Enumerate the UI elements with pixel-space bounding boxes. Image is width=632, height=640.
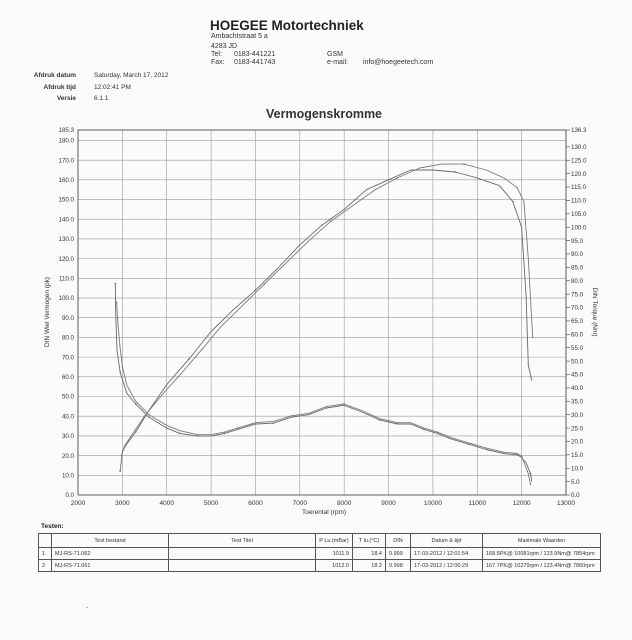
curve-point xyxy=(379,419,381,421)
col-pressure: P Lu.(mBar) xyxy=(316,534,353,548)
y-right-tick-label: 130.0 xyxy=(571,144,587,152)
y-left-tick-label: 160.0 xyxy=(58,177,74,185)
y-right-tick-label: 90.0 xyxy=(571,251,584,259)
address-line-2: 4283 JD xyxy=(211,43,238,50)
curve-point xyxy=(527,364,529,366)
y-right-axis-label: DIN Torque (Nm) xyxy=(591,287,598,337)
curve-point xyxy=(188,358,190,360)
y-left-tick-label: 140.0 xyxy=(58,216,74,224)
tel-value: 0183-441221 xyxy=(234,51,276,58)
x-tick-label: 13000 xyxy=(556,500,576,507)
x-axis-label: Toerental (rpm) xyxy=(301,509,347,516)
x-tick-label: 11000 xyxy=(468,500,487,507)
curve-point xyxy=(121,455,123,457)
email-label: e-mail: xyxy=(327,59,349,66)
curve-point xyxy=(326,407,328,409)
x-tick-label: 7000 xyxy=(292,500,308,507)
curve-point xyxy=(468,443,470,445)
y-left-tick-label: 170.0 xyxy=(58,157,74,165)
y-left-tick-label: 70.0 xyxy=(61,354,74,362)
curve-point xyxy=(224,433,226,435)
y-left-axis-ticks xyxy=(59,127,75,499)
y-left-tick-label: 10.0 xyxy=(61,472,74,480)
curve-point xyxy=(485,447,487,449)
y-right-axis-ticks xyxy=(566,127,587,499)
x-tick-label: 6000 xyxy=(248,500,263,507)
power-curve-line xyxy=(117,302,531,484)
y-left-tick-label: 40.0 xyxy=(61,413,74,421)
y-right-tick-label: 65.0 xyxy=(571,318,584,326)
cell-date-time: 17-03-2012 / 12:01:54 xyxy=(411,548,483,560)
curve-point xyxy=(463,163,465,165)
chart-series xyxy=(114,163,533,485)
col-test-file: Test bestand xyxy=(52,534,169,548)
y-right-tick-label: 115.0 xyxy=(571,184,587,192)
cell-max-values: 168.5PK@ 10081rpm / 123.9Nm@ 7854rpm xyxy=(483,548,601,560)
x-axis-ticks xyxy=(71,500,576,507)
curve-point xyxy=(397,422,399,424)
power-curve-line xyxy=(115,283,532,481)
y-right-tick-label: 105.0 xyxy=(571,211,587,219)
curve-point xyxy=(532,337,534,339)
version-label: Versie xyxy=(56,95,76,102)
tests-header-row xyxy=(39,534,601,548)
print-time-value: 12:02:41 PM xyxy=(94,84,131,91)
curve-point xyxy=(290,415,292,417)
y-right-tick-label: 5.0 xyxy=(571,478,580,486)
y-right-tick-label: 125.0 xyxy=(571,157,587,165)
col-date-time: Datum & tijd xyxy=(411,534,483,548)
y-left-tick-label: 0.0 xyxy=(65,492,74,500)
y-right-tick-label: 40.0 xyxy=(571,385,584,393)
x-tick-label: 10000 xyxy=(423,500,442,507)
cell-pressure: 1011.9 xyxy=(316,548,353,560)
curve-point xyxy=(119,471,121,473)
cell-test-title xyxy=(169,560,316,572)
torque-curve-line xyxy=(120,170,532,471)
y-right-tick-label: 136.3 xyxy=(571,127,587,135)
gsm-label: GSM xyxy=(327,51,343,58)
tests-table xyxy=(38,533,601,572)
power-curve-chart xyxy=(0,100,632,520)
y-right-tick-label: 15.0 xyxy=(571,452,584,460)
curve-point xyxy=(454,171,456,173)
curve-point xyxy=(272,422,274,424)
cell-test-file: MJ-RS-71.062 xyxy=(52,548,169,560)
address-line-1: Ambachtstraat 5 a xyxy=(211,33,268,40)
curve-point xyxy=(516,187,518,189)
x-tick-label: 8000 xyxy=(336,500,352,507)
curve-point xyxy=(512,201,514,203)
plot-border xyxy=(78,130,566,495)
fax-label: Fax: xyxy=(211,59,225,66)
y-right-tick-label: 60.0 xyxy=(571,331,584,339)
curve-point xyxy=(330,220,332,222)
y-left-tick-label: 130.0 xyxy=(58,236,74,244)
col-index xyxy=(39,534,52,548)
curve-point xyxy=(530,473,532,475)
y-left-tick-label: 100.0 xyxy=(58,295,74,303)
y-left-tick-label: 110.0 xyxy=(58,275,74,283)
table-row[interactable] xyxy=(39,560,601,572)
cell-temperature: 18.4 xyxy=(353,548,386,560)
y-left-tick-label: 180.0 xyxy=(58,137,74,145)
curve-point xyxy=(197,434,199,436)
y-left-tick-label: 90.0 xyxy=(61,314,74,322)
curve-point xyxy=(423,429,425,431)
x-tick-label: 4000 xyxy=(159,500,174,507)
y-left-axis-label: DIN Wiel Vermogen (pk) xyxy=(44,276,51,348)
version-value: 6.1.1 xyxy=(94,95,109,102)
cell-test-title xyxy=(169,548,316,560)
chart-title: Vermogenskromme xyxy=(265,107,383,121)
x-tick-label: 3000 xyxy=(115,500,130,507)
y-right-tick-label: 75.0 xyxy=(571,291,584,299)
footer-mark: - xyxy=(86,603,89,612)
y-left-tick-label: 60.0 xyxy=(61,374,74,382)
col-max-values: Maximale Waarden xyxy=(483,534,601,548)
cell-din: 0.999 xyxy=(386,548,411,560)
y-right-tick-label: 120.0 xyxy=(571,170,587,178)
email-value: info@hoegeetech.com xyxy=(363,59,434,66)
curve-point xyxy=(255,289,257,291)
cell-date-time: 17-03-2012 / 12:00:29 xyxy=(411,560,483,572)
print-date-value: Saturday, March 17, 2012 xyxy=(94,72,169,79)
plot-frame xyxy=(78,130,566,495)
y-right-tick-label: 30.0 xyxy=(571,411,584,419)
curve-point xyxy=(201,348,203,350)
curve-point xyxy=(397,177,399,179)
curve-point xyxy=(119,371,121,373)
y-right-tick-label: 95.0 xyxy=(571,237,584,245)
table-row[interactable] xyxy=(39,548,601,560)
curve-point xyxy=(521,455,523,457)
cell-max-values: 167.7PK@ 10279rpm / 123.4Nm@ 7860rpm xyxy=(483,560,601,572)
torque-curve-line xyxy=(122,164,533,456)
curve-point xyxy=(144,415,146,417)
y-right-tick-label: 45.0 xyxy=(571,371,584,379)
y-right-tick-label: 25.0 xyxy=(571,425,584,433)
print-time-label: Afdruk tijd xyxy=(43,84,76,91)
cell-test-file: MJ-RS-71.061 xyxy=(52,560,169,572)
y-right-tick-label: 80.0 xyxy=(571,277,584,285)
print-date-label: Afdruk datum xyxy=(33,72,76,79)
x-tick-label: 2000 xyxy=(70,500,86,507)
y-left-tick-label: 120.0 xyxy=(58,255,74,263)
company-name: HOEGEE Motortechniek xyxy=(210,18,364,33)
x-tick-label: 5000 xyxy=(203,500,219,507)
fax-value: 0183-441743 xyxy=(234,59,276,66)
curve-point xyxy=(264,283,266,285)
y-right-tick-label: 100.0 xyxy=(571,224,587,232)
y-left-tick-label: 50.0 xyxy=(61,393,74,401)
cell-temperature: 18.2 xyxy=(353,560,386,572)
curve-point xyxy=(116,301,118,303)
curve-point xyxy=(135,431,137,433)
col-din: DIN xyxy=(386,534,411,548)
curve-point xyxy=(237,427,239,429)
y-right-tick-label: 110.0 xyxy=(571,197,587,205)
cell-din: 0.998 xyxy=(386,560,411,572)
x-tick-label: 12000 xyxy=(512,500,531,507)
y-right-tick-label: 50.0 xyxy=(571,358,584,366)
cell-pressure: 1012.0 xyxy=(316,560,353,572)
tel-label: Tel: xyxy=(211,51,222,58)
y-right-tick-label: 0.0 xyxy=(571,492,580,500)
y-right-tick-label: 55.0 xyxy=(571,344,584,352)
cell-index: 1 xyxy=(39,548,52,560)
curve-point xyxy=(179,433,181,435)
curve-point xyxy=(148,414,150,416)
y-left-tick-label: 150.0 xyxy=(58,196,74,204)
y-left-tick-label: 185.3 xyxy=(58,127,74,135)
y-left-tick-label: 80.0 xyxy=(61,334,74,342)
curve-point xyxy=(114,283,116,285)
x-tick-label: 9000 xyxy=(381,500,396,507)
curve-point xyxy=(388,179,390,181)
tests-section-label: Testen: xyxy=(41,523,64,530)
cell-index: 2 xyxy=(39,560,52,572)
curve-point xyxy=(437,431,439,433)
y-right-tick-label: 85.0 xyxy=(571,264,584,272)
y-right-tick-label: 10.0 xyxy=(571,465,584,473)
y-right-tick-label: 20.0 xyxy=(571,438,584,446)
y-left-tick-label: 20.0 xyxy=(61,452,74,460)
curve-point xyxy=(122,366,124,368)
chart-grid xyxy=(78,130,566,495)
col-temperature: T lu.(°C) xyxy=(353,534,386,548)
curve-point xyxy=(530,483,532,485)
curve-point xyxy=(135,403,137,405)
y-right-tick-label: 35.0 xyxy=(571,398,584,406)
curve-point xyxy=(321,224,323,226)
y-right-tick-label: 70.0 xyxy=(571,304,584,312)
y-left-tick-label: 30.0 xyxy=(61,433,74,441)
curve-point xyxy=(343,403,345,405)
col-test-title: Test Titel xyxy=(169,534,316,548)
